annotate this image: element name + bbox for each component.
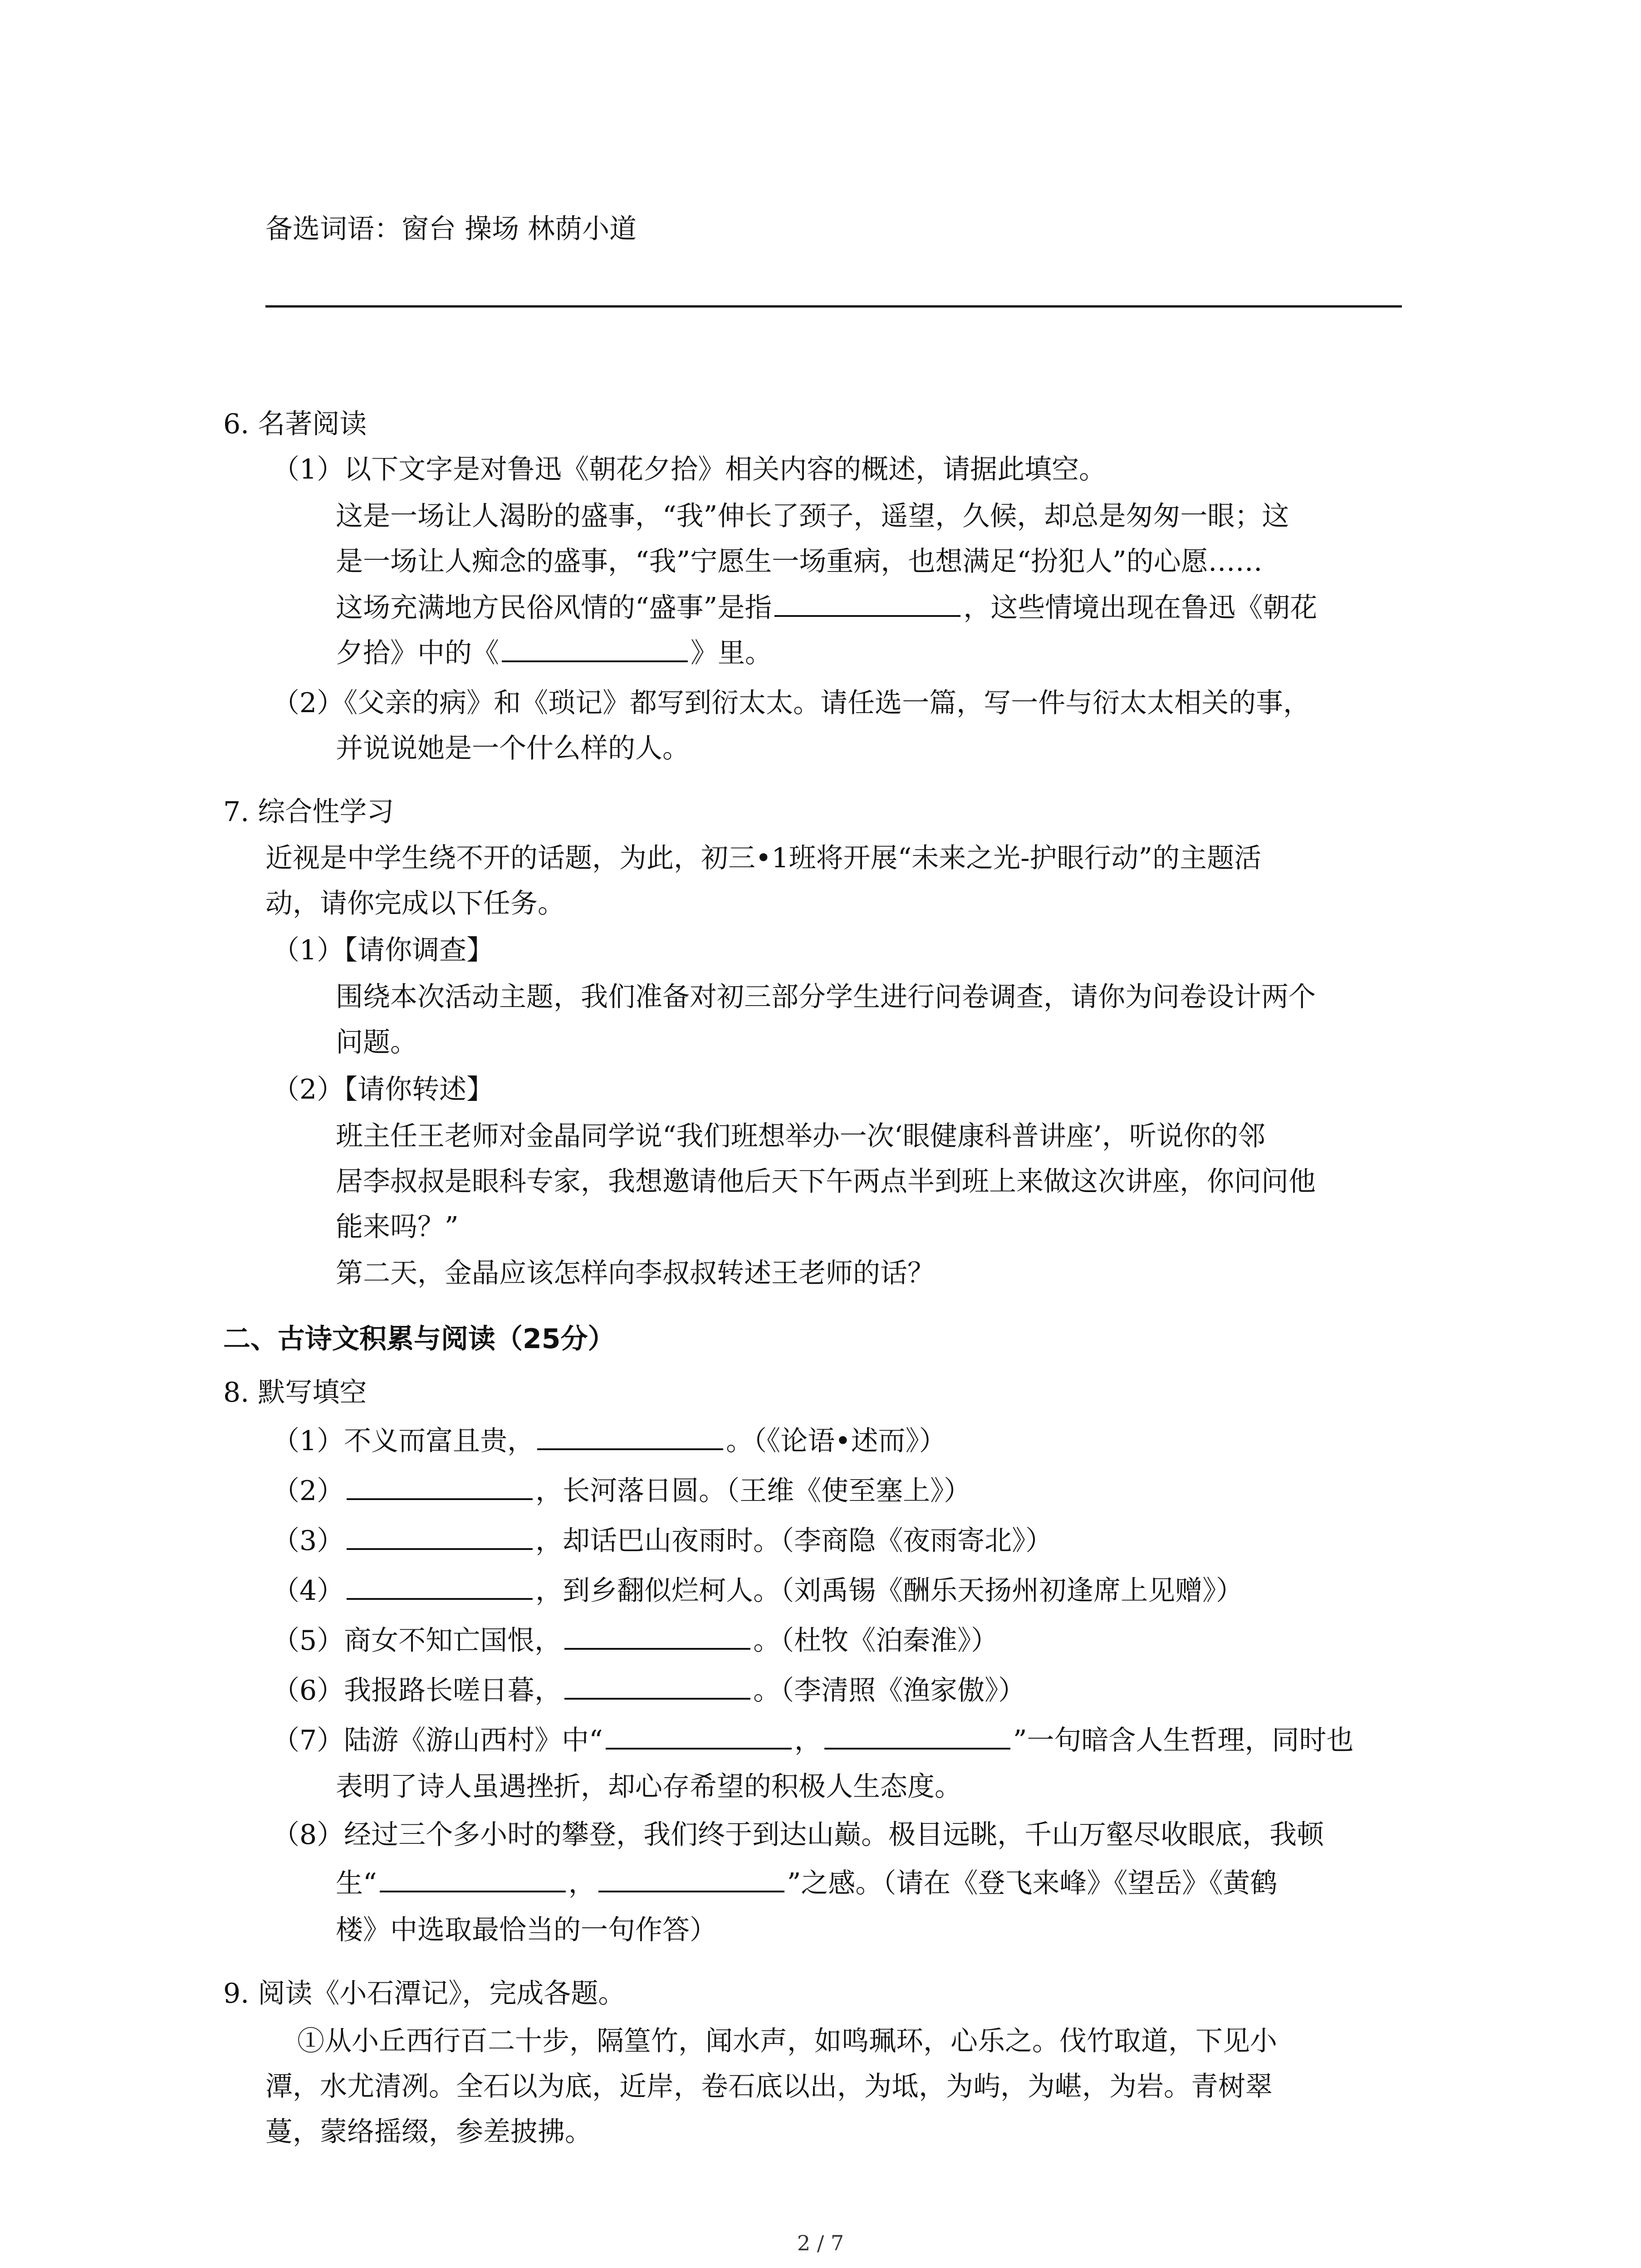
q6-passage-line: 是一场让人痴念的盛事，“我”宁愿生一场重病，也想满足“扮犯人”的心愿……: [336, 546, 1263, 577]
q8-item-text: （7）陆游《游山西村》中“: [272, 1725, 603, 1756]
q8-item: [272, 1623, 998, 1659]
q8-item: [272, 1473, 971, 1509]
q8-item: [272, 1722, 1354, 1759]
q8-item-continued: 楼》中选取最恰当的一句作答）: [336, 1914, 717, 1946]
q8-item: [272, 1423, 946, 1459]
q7-task2-text: 第二天，金晶应该怎样向李叔叔转述王老师的话？: [336, 1257, 935, 1289]
q8-blank[interactable]: [347, 1473, 533, 1500]
word-options: 备选词语：窗台 操场 林荫小道: [265, 213, 637, 245]
q8-blank[interactable]: [824, 1722, 1010, 1750]
q8-item-text: （6）我报路长嗟日暮，: [272, 1675, 562, 1706]
q7-task2-title: （2）【请你转述】: [272, 1074, 494, 1105]
q7-task2-text: 居李叔叔是眼科专家，我想邀请他后天下午两点半到班上来做这次讲座，你问问他: [336, 1166, 1316, 1198]
answer-line: [265, 305, 1402, 308]
q8-item-text: 。（李清照《渔家傲》）: [753, 1675, 1026, 1706]
q8-item-text: ”之感。（请在《登飞来峰》《望岳》《黄鹤: [787, 1867, 1278, 1899]
q6-passage-line: 这是一场让人渴盼的盛事，“我”伸长了颈子，遥望，久候，却总是匆匆一眼；这: [336, 500, 1289, 532]
q6-passage-line: [336, 635, 772, 671]
q7-task1-title: （1）【请你调查】: [272, 934, 494, 966]
q6-blank1[interactable]: [774, 590, 960, 617]
q8-item-text: 生“: [336, 1867, 377, 1899]
q6-passage-line: [336, 590, 1317, 626]
page-number: 2 / 7: [797, 2231, 844, 2255]
q8-blank[interactable]: [537, 1423, 723, 1450]
q8-blank[interactable]: [564, 1672, 750, 1700]
q8-blank[interactable]: [606, 1722, 792, 1750]
q7-task1-text: 问题。: [336, 1026, 417, 1058]
q8-item-text: （4）: [272, 1575, 344, 1607]
section-heading: 二、古诗文积累与阅读（25分）: [223, 1323, 615, 1355]
q6-blank2-suffix: 》里。: [691, 637, 772, 669]
q8-item-text: （3）: [272, 1525, 344, 1557]
q7-intro: 近视是中学生绕不开的话题，为此，初三•1班将开展“未来之光-护眼行动”的主题活: [265, 842, 1262, 874]
q8-title: 8. 默写填空: [223, 1377, 367, 1408]
q6-part2: 并说说她是一个什么样的人。: [336, 733, 690, 764]
q9-passage-line: ①从小丘西行百二十步，隔篁竹，闻水声，如鸣珮环，心乐之。伐竹取道，下见小: [297, 2025, 1277, 2057]
q6-blank2[interactable]: [502, 635, 688, 662]
q8-blank[interactable]: [347, 1573, 533, 1600]
q6-blank2-prefix: 夕拾》中的《: [336, 637, 499, 669]
q6-blank1-prefix: 这场充满地方民俗风情的“盛事”是指: [336, 592, 772, 624]
q8-item-text: （5）商女不知亡国恨，: [272, 1625, 562, 1657]
q8-item-text: （1）不义而富且贵，: [272, 1425, 535, 1457]
q8-blank[interactable]: [598, 1865, 784, 1892]
q6-part1-intro: （1）以下文字是对鲁迅《朝花夕拾》相关内容的概述，请据此填空。: [272, 454, 1107, 485]
q8-item-text: ”一句暗含人生哲理，同时也: [1013, 1725, 1354, 1756]
q8-item: （8）经过三个多小时的攀登，我们终于到达山巅。极目远眺，千山万壑尽收眼底，我顿: [272, 1819, 1324, 1851]
q8-item-text: ，长河落日圆。（王维《使至塞上》）: [535, 1475, 971, 1507]
q8-item: [272, 1523, 1053, 1559]
q8-item-text: ，到乡翻似烂柯人。（刘禹锡《酬乐天扬州初逢席上见赠》）: [535, 1575, 1244, 1607]
q9-passage-line: 潭，水尤清冽。全石以为底，近岸，卷石底以出，为坻，为屿，为嵁，为岩。青树翠: [265, 2071, 1273, 2102]
q9-passage-line: 蔓，蒙络摇缀，参差披拂。: [265, 2116, 592, 2148]
q8-item-continued: [336, 1865, 1277, 1901]
q7-task2-text: 能来吗？”: [336, 1211, 459, 1243]
q8-blank[interactable]: [347, 1523, 533, 1550]
q8-item-text: 。（《论语•述而》）: [726, 1425, 946, 1457]
q6-title: 6. 名著阅读: [223, 408, 367, 440]
q8-blank[interactable]: [564, 1623, 750, 1650]
q8-item: [272, 1573, 1243, 1609]
q9-title: 9. 阅读《小石潭记》，完成各题。: [223, 1978, 626, 2009]
q8-blank[interactable]: [380, 1865, 566, 1892]
q7-task2-text: 班主任王老师对金晶同学说“我们班想举办一次‘眼健康科普讲座’，听说你的邻: [336, 1120, 1265, 1152]
q8-item-text: 。（杜牧《泊秦淮》）: [753, 1625, 999, 1657]
q7-intro: 动，请你完成以下任务。: [265, 888, 565, 919]
q8-item-text: ，却话巴山夜雨时。（李商隐《夜雨寄北》）: [535, 1525, 1053, 1557]
q6-blank1-suffix: ，这些情境出现在鲁迅《朝花: [963, 592, 1318, 624]
q8-item-text: ，: [794, 1725, 822, 1756]
q8-item-text: （2）: [272, 1475, 344, 1507]
q7-title: 7. 综合性学习: [223, 796, 394, 828]
q8-item: [272, 1672, 1025, 1709]
q8-item-text: ，: [568, 1867, 596, 1899]
q8-item-continued: 表明了诗人虽遇挫折，却心存希望的积极人生态度。: [336, 1771, 962, 1803]
q7-task1-text: 围绕本次活动主题，我们准备对初三部分学生进行问卷调查，请你为问卷设计两个: [336, 981, 1316, 1013]
q6-part2: （2）《父亲的病》和《琐记》都写到衍太太。请任选一篇，写一件与衍太太相关的事，: [272, 687, 1311, 719]
